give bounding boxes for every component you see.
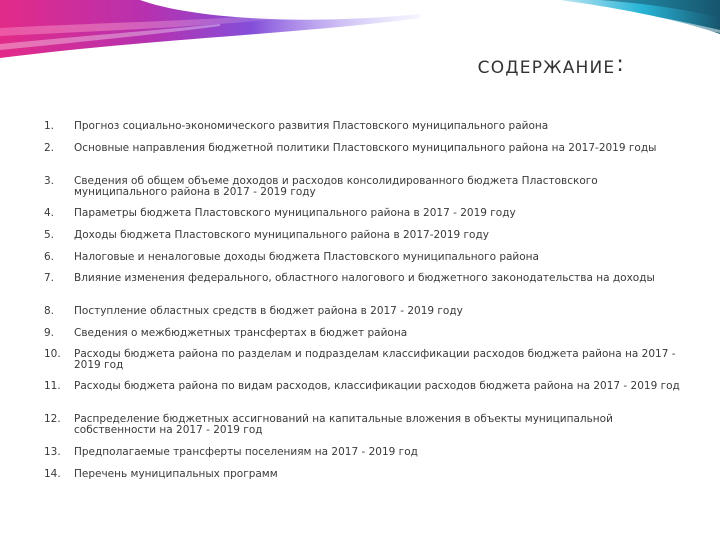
item-text: Поступление областных средств в бюджет района в 2017 - 2019 году xyxy=(74,305,463,317)
item-number: 10. xyxy=(44,348,61,360)
item-number: 6. xyxy=(44,251,55,263)
item-number: 3. xyxy=(44,175,55,187)
decorative-swoosh xyxy=(0,0,720,60)
item-number: 11. xyxy=(44,380,61,392)
item-number: 12. xyxy=(44,413,61,425)
item-text: Прогноз социально-экономического развития Пластовского муниципального района xyxy=(74,120,549,132)
page-title xyxy=(478,52,625,78)
item-number: 14. xyxy=(44,468,61,480)
page-title-text: СОДЕРЖАНИЕ xyxy=(477,58,616,78)
item-text: Сведения об общем объеме доходов и расходов консолидированного бюджета Пластовского муниципального района в 2017 - 2019 году xyxy=(74,175,598,198)
item-number: 1. xyxy=(44,120,55,132)
item-number: 7. xyxy=(44,272,55,284)
item-text: Доходы бюджета Пластовского муниципального района в 2017-2019 году xyxy=(74,229,489,241)
item-text: Параметры бюджета Пластовского муниципального района в 2017 - 2019 году xyxy=(74,207,516,219)
item-number: 8. xyxy=(44,305,55,317)
item-text: Распределение бюджетных ассигнований на капитальные вложения в объекты муниципальной собственности на 2017 - 2019 год xyxy=(74,413,613,436)
item-text: Перечень муниципальных программ xyxy=(74,468,278,480)
item-text: Расходы бюджета района по разделам и подразделам классификации расходов бюджета района на 2017 - 2019 год xyxy=(74,348,676,371)
item-number: 9. xyxy=(44,327,55,339)
item-number: 4. xyxy=(44,207,55,219)
item-number: 13. xyxy=(44,446,61,458)
item-text: Основные направления бюджетной политики Пластовского муниципального района на 2017-2019 годы xyxy=(74,142,657,154)
item-number: 2. xyxy=(44,142,55,154)
item-text: Расходы бюджета района по видам расходов, классификации расходов бюджета района на 2017 - 2019 год xyxy=(74,380,680,392)
item-number: 5. xyxy=(44,229,55,241)
item-text: Сведения о межбюджетных трансфертах в бюджет района xyxy=(74,327,408,339)
item-text: Налоговые и неналоговые доходы бюджета Пластовского муниципального района xyxy=(74,251,539,263)
item-text: Предполагаемые трансферты поселениям на 2017 - 2019 год xyxy=(74,446,418,458)
page-title-colon: : xyxy=(616,52,625,77)
item-text: Влияние изменения федерального, областного налогового и бюджетного законодательства на доходы xyxy=(74,272,655,284)
